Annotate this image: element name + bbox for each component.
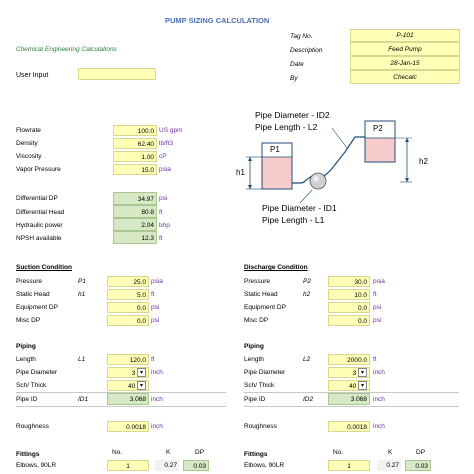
date-field[interactable]: 28-Jan-15 bbox=[350, 56, 460, 70]
hydraulic-power-label: Hydraulic power bbox=[16, 222, 63, 229]
suction-equipment-dp-input[interactable]: 0.0 bbox=[107, 302, 149, 313]
suction-fittings-k-header: K bbox=[166, 449, 171, 456]
suction-length-label: Length bbox=[16, 356, 36, 363]
suction-pipe-diameter-label: Pipe Diameter bbox=[16, 369, 58, 376]
vapor-pressure-label: Vapor Pressure bbox=[16, 166, 61, 173]
suction-pipe-id-value: 3.068 bbox=[107, 393, 149, 405]
suction-sch-thick-value: 40 bbox=[127, 383, 136, 390]
npsh-available-value: 12.3 bbox=[113, 231, 157, 244]
suction-static-head-input[interactable]: 5.0 bbox=[107, 289, 149, 300]
discharge-equipment-dp-unit: psi bbox=[373, 304, 382, 311]
suction-pipe-id-symbol: ID1 bbox=[78, 396, 89, 403]
differential-head-label: Differential Head bbox=[16, 209, 65, 216]
chevron-down-icon[interactable]: ▾ bbox=[358, 381, 367, 390]
by-label: By bbox=[290, 75, 298, 82]
discharge-equipment-dp-label: Equipment DP bbox=[244, 304, 286, 311]
suction-roughness-label: Roughness bbox=[16, 423, 49, 430]
vapor-pressure-unit: psia bbox=[159, 166, 171, 173]
suction-pipe-diameter-unit: inch bbox=[151, 369, 163, 376]
discharge-pipe-id-unit: inch bbox=[373, 396, 385, 403]
discharge-length-symbol: L2 bbox=[303, 356, 311, 363]
density-input[interactable]: 62.40 bbox=[113, 138, 157, 149]
discharge-pipe-id-symbol: ID2 bbox=[303, 396, 314, 403]
h2-dimension bbox=[395, 138, 412, 182]
suction-pipe-id-label: Pipe ID bbox=[16, 396, 38, 403]
discharge-pipe-id-value: 3.068 bbox=[328, 393, 370, 405]
discharge-pipe-diameter-select[interactable] bbox=[328, 367, 370, 378]
tag-no-field[interactable]: P-101 bbox=[350, 29, 460, 42]
npsh-available-unit: ft bbox=[159, 235, 163, 242]
discharge-static-head-unit: ft bbox=[373, 291, 377, 298]
description-field[interactable]: Feed Pump bbox=[350, 42, 460, 56]
vapor-pressure-input[interactable]: 15.0 bbox=[113, 164, 157, 175]
tag-no-label: Tag No. bbox=[290, 33, 313, 40]
user-input-label: User Input bbox=[16, 72, 49, 79]
discharge-fitting-dp-value: 0.03 bbox=[405, 460, 431, 471]
suction-pressure-symbol: P1 bbox=[78, 278, 86, 285]
discharge-fittings-dp-header: DP bbox=[416, 449, 426, 456]
h1-dimension bbox=[246, 157, 262, 189]
suction-pressure-label: Pressure bbox=[16, 278, 43, 285]
discharge-sch-thick-label: Sch/ Thick bbox=[244, 382, 275, 389]
suction-fitting-name: Elbows, 90LR bbox=[16, 462, 57, 469]
flowrate-unit: US gpm bbox=[159, 127, 183, 134]
suction-sch-thick-select[interactable] bbox=[107, 380, 149, 391]
by-field[interactable]: Checalc bbox=[350, 70, 460, 84]
discharge-pressure-unit: psia bbox=[373, 278, 385, 285]
suction-fittings-label: Fittings bbox=[16, 451, 40, 458]
discharge-length-label: Length bbox=[244, 356, 264, 363]
flowrate-input[interactable]: 100.0 bbox=[113, 125, 157, 136]
suction-misc-dp-label: Misc DP bbox=[16, 317, 41, 324]
subtitle: Chemical Engineering Calculations bbox=[16, 46, 117, 53]
suction-fitting-k-value: 0.27 bbox=[155, 460, 179, 471]
discharge-pipe-diameter-unit: inch bbox=[373, 369, 385, 376]
flowrate-label: Flowrate bbox=[16, 127, 41, 134]
suction-length-input[interactable]: 120.0 bbox=[107, 354, 149, 365]
discharge-sch-thick-select[interactable] bbox=[328, 380, 370, 391]
suction-roughness-unit: inch bbox=[151, 423, 163, 430]
discharge-pipe-id-label: Pipe ID bbox=[244, 396, 266, 403]
differential-dp-unit: psi bbox=[159, 195, 168, 202]
suction-pipe-id-unit: inch bbox=[151, 396, 163, 403]
chevron-down-icon[interactable]: ▾ bbox=[137, 368, 146, 377]
discharge-static-head-label: Static Head bbox=[244, 291, 278, 298]
suction-pipe-diameter-select[interactable] bbox=[107, 367, 149, 378]
differential-head-value: 80.8 bbox=[113, 205, 157, 218]
suction-sch-thick-label: Sch/ Thick bbox=[16, 382, 47, 389]
discharge-fitting-count-input[interactable]: 1 bbox=[328, 460, 370, 471]
discharge-equipment-dp-input[interactable]: 0.0 bbox=[328, 302, 370, 313]
discharge-fitting-k-value: 0.27 bbox=[377, 460, 401, 471]
discharge-fittings-k-header: K bbox=[388, 449, 393, 456]
pipe-length-l1-label: Pipe Length - L1 bbox=[262, 215, 325, 225]
discharge-pressure-label: Pressure bbox=[244, 278, 271, 285]
date-label: Date bbox=[290, 61, 304, 68]
suction-pipe bbox=[292, 176, 312, 183]
density-unit: lb/ft3 bbox=[159, 140, 174, 147]
discharge-pressure-input[interactable]: 30.0 bbox=[328, 276, 370, 287]
pipe-diameter-id1-label: Pipe Diameter - ID1 bbox=[262, 203, 337, 213]
density-label: Density bbox=[16, 140, 38, 147]
suction-piping-title: Piping bbox=[16, 343, 36, 350]
discharge-fitting-name: Elbows, 90LR bbox=[244, 462, 285, 469]
chevron-down-icon[interactable]: ▾ bbox=[137, 381, 146, 390]
suction-fittings-no-header: No. bbox=[112, 449, 123, 456]
suction-pressure-unit: psia bbox=[151, 278, 163, 285]
h2-label: h2 bbox=[419, 157, 428, 166]
suction-length-unit: ft bbox=[151, 356, 155, 363]
suction-fitting-dp-value: 0.03 bbox=[183, 460, 209, 471]
discharge-pipe-diameter-value: 3 bbox=[352, 370, 357, 377]
suction-equipment-dp-unit: psi bbox=[151, 304, 160, 311]
viscosity-label: Viscosity bbox=[16, 153, 42, 160]
discharge-piping-title: Piping bbox=[244, 343, 264, 350]
discharge-length-input[interactable]: 2000.0 bbox=[328, 354, 370, 365]
discharge-static-head-symbol: h2 bbox=[303, 291, 311, 298]
pipe-length-l2-label: Pipe Length - L2 bbox=[255, 122, 318, 132]
discharge-fittings-no-header: No. bbox=[333, 449, 344, 456]
h1-label: h1 bbox=[236, 168, 245, 177]
hydraulic-power-value: 2.04 bbox=[113, 218, 157, 231]
suction-pressure-input[interactable]: 25.0 bbox=[107, 276, 149, 287]
viscosity-input[interactable]: 1.00 bbox=[113, 151, 157, 162]
discharge-length-unit: ft bbox=[373, 356, 377, 363]
discharge-static-head-input[interactable]: 10.0 bbox=[328, 289, 370, 300]
id1-leader bbox=[300, 190, 312, 203]
chevron-down-icon[interactable]: ▾ bbox=[358, 368, 367, 377]
suction-equipment-dp-label: Equipment DP bbox=[16, 304, 58, 311]
discharge-pipe-diameter-label: Pipe Diameter bbox=[244, 369, 286, 376]
differential-head-unit: ft bbox=[159, 209, 163, 216]
discharge-roughness-input[interactable]: 0.0018 bbox=[328, 421, 370, 432]
suction-static-head-symbol: h1 bbox=[78, 291, 86, 298]
discharge-pressure-symbol: P2 bbox=[303, 278, 311, 285]
discharge-misc-dp-unit: psi bbox=[373, 317, 382, 324]
discharge-condition-title: Discharge Condition bbox=[244, 264, 308, 271]
discharge-roughness-unit: inch bbox=[373, 423, 385, 430]
p2-label: P2 bbox=[373, 124, 383, 133]
discharge-misc-dp-input[interactable]: 0.0 bbox=[328, 315, 370, 326]
suction-fitting-count-input[interactable]: 1 bbox=[107, 460, 149, 471]
suction-length-symbol: L1 bbox=[78, 356, 86, 363]
suction-pipe-diameter-value: 3 bbox=[131, 370, 136, 377]
suction-static-head-unit: ft bbox=[151, 291, 155, 298]
differential-dp-value: 34.97 bbox=[113, 192, 157, 205]
discharge-sch-thick-value: 40 bbox=[348, 383, 357, 390]
npsh-available-label: NPSH available bbox=[16, 235, 62, 242]
suction-misc-dp-input[interactable]: 0.0 bbox=[107, 315, 149, 326]
suction-misc-dp-unit: psi bbox=[151, 317, 160, 324]
suction-roughness-input[interactable]: 0.0018 bbox=[107, 421, 149, 432]
differential-dp-label: Differential DP bbox=[16, 195, 58, 202]
pipe-diameter-id2-label: Pipe Diameter - ID2 bbox=[255, 110, 330, 120]
discharge-fittings-label: Fittings bbox=[244, 451, 268, 458]
suction-pipe-id-bottom-border bbox=[16, 406, 226, 407]
description-label: Description bbox=[290, 47, 323, 54]
suction-fittings-dp-header: DP bbox=[195, 449, 205, 456]
discharge-misc-dp-label: Misc DP bbox=[244, 317, 269, 324]
suction-static-head-label: Static Head bbox=[16, 291, 50, 298]
viscosity-unit: cP bbox=[159, 153, 167, 160]
discharge-roughness-label: Roughness bbox=[244, 423, 277, 430]
suction-condition-title: Suction Condition bbox=[16, 264, 72, 271]
hydraulic-power-unit: bhp bbox=[159, 222, 170, 229]
p1-label: P1 bbox=[270, 145, 280, 154]
id2-leader bbox=[332, 128, 347, 148]
discharge-pipe-id-bottom-border bbox=[244, 406, 459, 407]
discharge-pipe bbox=[324, 137, 365, 176]
page-title: PUMP SIZING CALCULATION bbox=[165, 16, 270, 25]
